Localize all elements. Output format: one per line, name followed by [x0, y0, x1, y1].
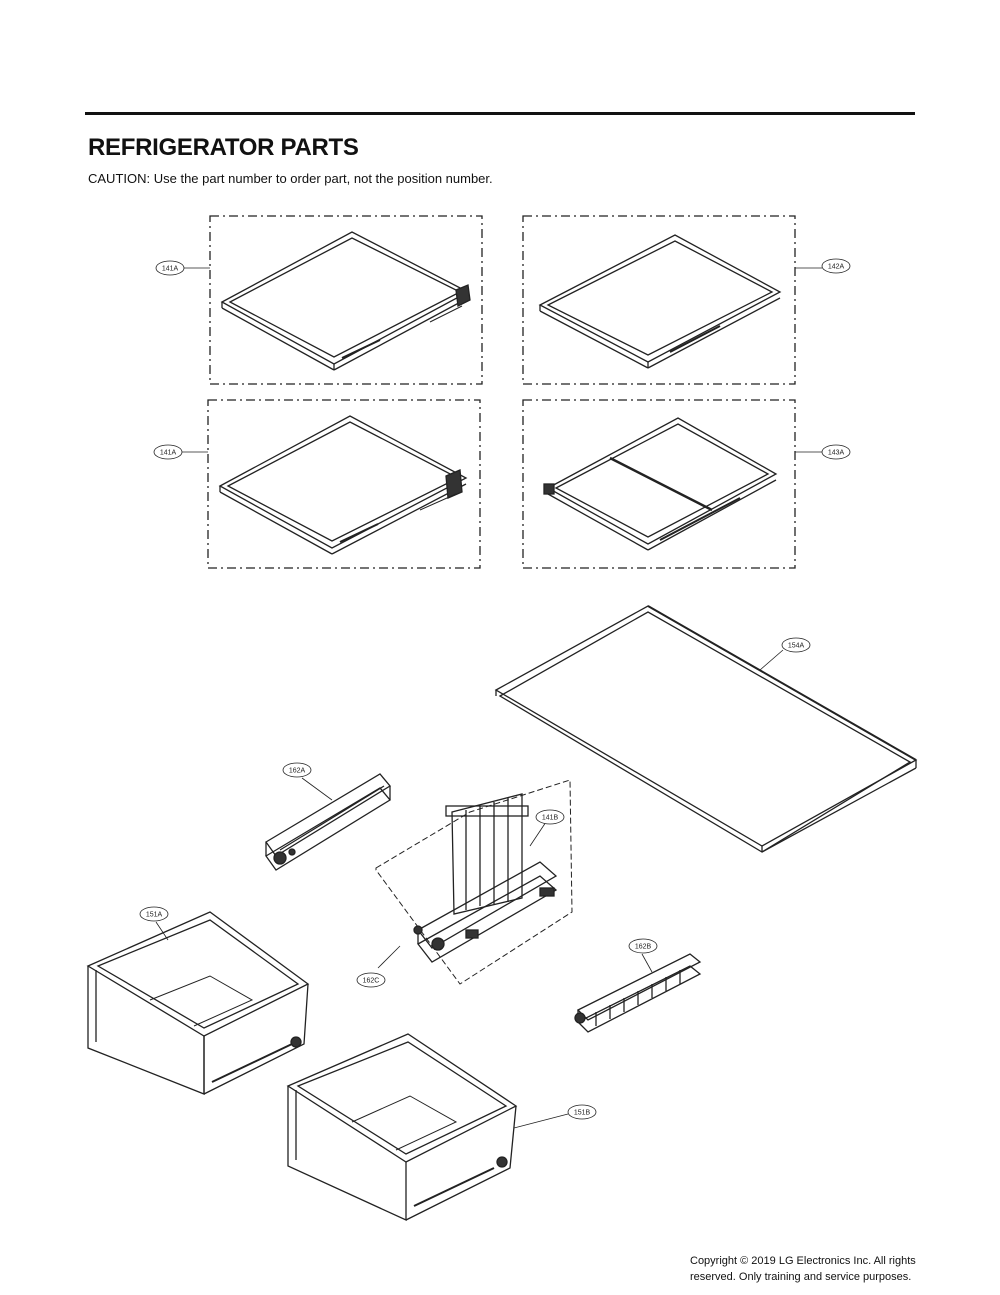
svg-text:151A: 151A	[145, 911, 163, 919]
caution-note: CAUTION: Use the part number to order part, not the position number.	[88, 171, 493, 186]
svg-text:141B: 141B	[541, 814, 559, 822]
callout-154a	[782, 638, 810, 652]
shelf-group-top-right	[523, 216, 795, 384]
drawer-rail-right	[575, 954, 700, 1032]
glass-shelf-mid-left	[220, 416, 466, 554]
glass-shelf-top-right	[540, 235, 780, 368]
svg-text:142A: 142A	[827, 263, 845, 271]
callout-143a	[822, 445, 850, 459]
callout-162a	[283, 763, 311, 777]
callout-162c	[357, 973, 385, 987]
callout-141a-top	[156, 261, 184, 275]
divider-rail-assembly	[376, 780, 572, 984]
divider-rail	[414, 862, 556, 962]
split-glass-shelf-mid-right	[544, 418, 776, 550]
shelf-group-mid-left	[208, 400, 480, 568]
shelf-group-top-left	[210, 216, 482, 384]
svg-text:143A: 143A	[827, 449, 845, 457]
callout-142a	[822, 259, 850, 273]
svg-text:141A: 141A	[159, 449, 177, 457]
page-title: REFRIGERATOR PARTS	[88, 134, 359, 161]
drawer-rail-left	[266, 774, 390, 870]
svg-text:141A: 141A	[161, 265, 179, 273]
copyright-line-2: reserved. Only training and service purposes.	[690, 1271, 912, 1283]
callout-151a	[140, 907, 168, 921]
svg-text:162A: 162A	[288, 767, 306, 775]
shelf-group-mid-right	[523, 400, 795, 568]
svg-text:162B: 162B	[634, 943, 652, 951]
leader-lines	[156, 265, 822, 1128]
crisper-drawer-right	[288, 1034, 516, 1220]
svg-text:162C: 162C	[362, 977, 380, 985]
copyright-line-1: Copyright © 2019 LG Electronics Inc. All rights	[690, 1255, 916, 1267]
svg-text:151B: 151B	[573, 1109, 591, 1117]
glass-shelf-top-left	[222, 232, 470, 370]
callout-141a-mid	[154, 445, 182, 459]
callout-162b	[629, 939, 657, 953]
crisper-drawer-left	[88, 912, 308, 1094]
svg-text:154A: 154A	[787, 642, 805, 650]
crisper-divider	[446, 794, 528, 914]
callout-141b	[536, 810, 564, 824]
copyright-notice	[690, 1253, 980, 1285]
callout-151b	[568, 1105, 596, 1119]
